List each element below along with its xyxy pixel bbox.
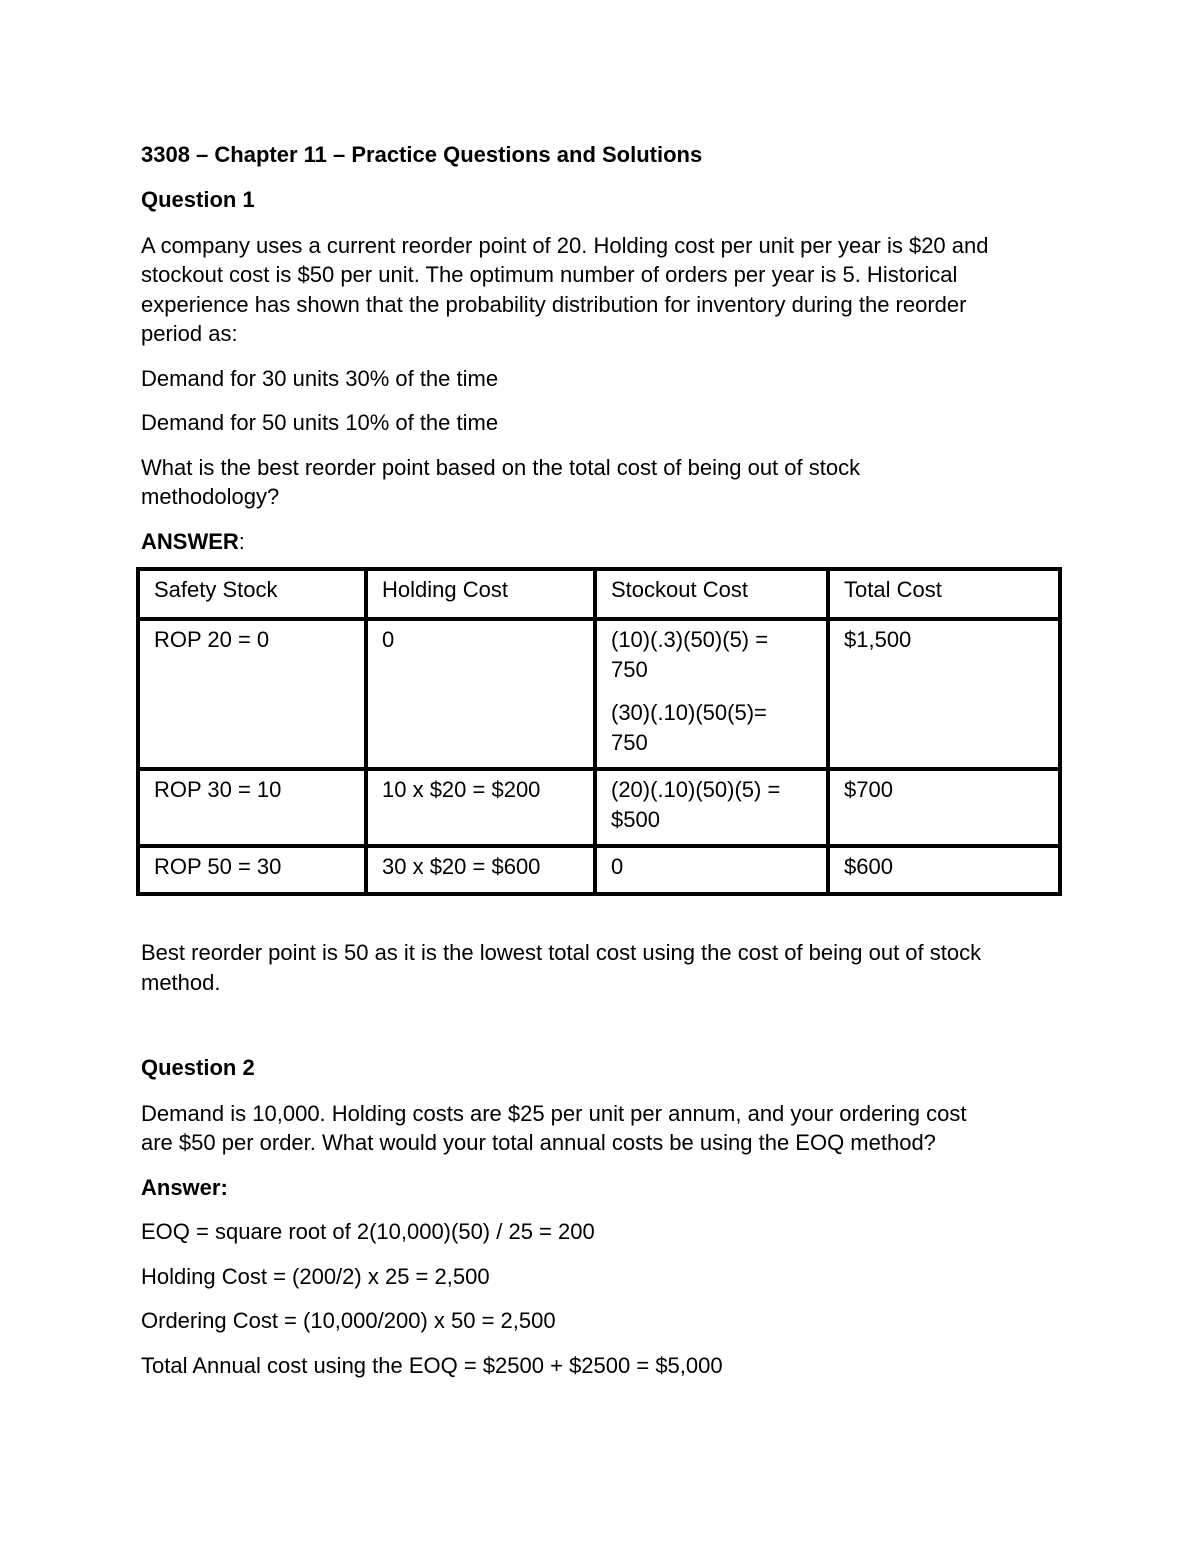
cell-stockout [595, 769, 828, 846]
cell-total: $600 [828, 846, 1060, 894]
stockout-calc-a-line2: 750 [611, 656, 648, 682]
question-2-answer-label: Answer: [141, 1174, 228, 1200]
question-1-prompt-line: What is the best reorder point based on the total cost of being out of stock [141, 454, 861, 480]
stockout-calc-b-line2: 750 [611, 729, 648, 755]
stockout-calc-line1: (20)(.10)(50)(5) = [611, 777, 781, 802]
total-annual-cost-line: Total Annual cost using the EOQ = $2500 + $2500 = $5,000 [141, 1352, 723, 1378]
stockout-calc-line2: $500 [611, 806, 660, 832]
cell-total: $1,500 [828, 619, 1060, 769]
stockout-calc-b [611, 698, 814, 757]
answer-label-colon: : [238, 528, 245, 554]
cell-safety: ROP 50 = 30 [138, 846, 366, 894]
cell-total: $700 [828, 769, 1060, 846]
cell-stockout: 0 [595, 846, 828, 894]
cell-stockout [595, 619, 828, 769]
cost-table [136, 567, 1062, 896]
header-stockout-cost: Stockout Cost [595, 569, 828, 619]
question-1-line: A company uses a current reorder point of 20. Holding cost per unit per year is $20 and [141, 232, 989, 258]
eoq-line: EOQ = square root of 2(10,000)(50) / 25 = 200 [141, 1219, 595, 1244]
cell-safety: ROP 20 = 0 [138, 619, 366, 769]
holding-cost-line: Holding Cost = (200/2) x 25 = 2,500 [141, 1263, 490, 1289]
question-2-text [141, 1099, 1061, 1158]
cell-holding: 10 x $20 = $200 [366, 769, 595, 846]
table-row [138, 769, 1060, 846]
ordering-cost-line: Ordering Cost = (10,000/200) x 50 = 2,500 [141, 1308, 556, 1333]
question-2-line: are $50 per order. What would your total annual costs be using the EOQ method? [141, 1130, 936, 1155]
question-1-line: experience has shown that the probability distribution for inventory during the reorder [141, 291, 967, 317]
question-1-prompt [141, 453, 1061, 512]
demand-line-30: Demand for 30 units 30% of the time [141, 365, 499, 391]
question-1-line: stockout cost is $50 per unit. The optimum number of orders per year is 5. Historical [141, 262, 958, 287]
table-row [138, 619, 1060, 769]
stockout-calc-a-line1: (10)(.3)(50)(5) = [611, 627, 769, 652]
conclusion-line: Best reorder point is 50 as it is the lowest total cost using the cost of being out of stock [141, 940, 982, 965]
question-1-text [141, 231, 1061, 349]
header-holding-cost: Holding Cost [366, 569, 595, 619]
stockout-calc-b-line1: (30)(.10)(50(5)= [611, 700, 767, 725]
question-2-line: Demand is 10,000. Holding costs are $25 per unit per annum, and your ordering cost [141, 1100, 967, 1126]
document-title: 3308 – Chapter 11 – Practice Questions and Solutions [141, 142, 703, 167]
demand-line-50: Demand for 50 units 10% of the time [141, 410, 499, 435]
answer-label-bold: ANSWER [141, 528, 239, 554]
table-header-row [138, 569, 1060, 619]
answer-label [141, 527, 1061, 557]
after-table-section [141, 938, 1061, 1380]
cell-safety: ROP 30 = 10 [138, 769, 366, 846]
document-page [141, 140, 1061, 1378]
question-1-conclusion [141, 938, 1061, 997]
question-1-heading: Question 1 [141, 187, 255, 212]
cell-holding: 30 x $20 = $600 [366, 846, 595, 894]
cell-holding: 0 [366, 619, 595, 769]
conclusion-line: method. [141, 969, 221, 995]
question-1-line: period as: [141, 321, 238, 346]
question-2-heading: Question 2 [141, 1055, 255, 1080]
question-1-prompt-line: methodology? [141, 484, 280, 509]
header-total-cost: Total Cost [828, 569, 1060, 619]
table-row [138, 846, 1060, 894]
stockout-calc-a [611, 625, 814, 684]
header-safety-stock: Safety Stock [138, 569, 366, 619]
